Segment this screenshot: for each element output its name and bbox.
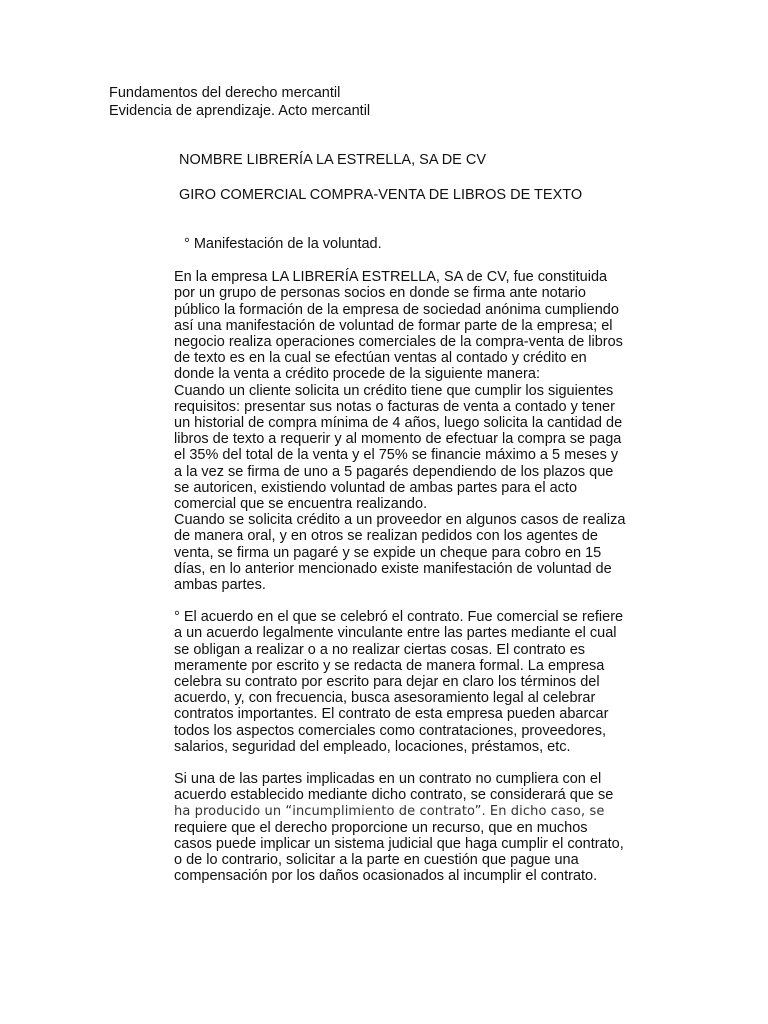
- text-line: Cuando se solicita crédito a un proveedor en algunos casos de realiza: [174, 512, 626, 529]
- text-line: ° El acuerdo en el que se celebró el contrato. Fue comercial se refiere: [174, 609, 624, 626]
- assignment-title: Evidencia de aprendizaje. Acto mercantil: [109, 103, 371, 119]
- text-line: se autoricen, existiendo voluntad de ambas partes para el acto: [174, 479, 578, 496]
- company-name: NOMBRE LIBRERÍA LA ESTRELLA, SA DE CV: [179, 152, 487, 168]
- text-line: de manera oral, y en otros se realizan pedidos con los agentes de: [174, 528, 598, 545]
- text-line: se obligan a realizar o a no realizar ciertas cosas. El contrato es: [174, 641, 586, 658]
- text-line: acuerdo, y, con frecuencia, busca asesoramiento legal al celebrar: [174, 690, 596, 707]
- text-line: acuerdo establecido mediante dicho contrato, se considerará que se: [174, 787, 614, 804]
- text-line: ha producido un “incumplimiento de contrato”. En dicho caso, se: [174, 803, 605, 819]
- text-line: público la formación de la empresa de sociedad anónima cumpliendo: [174, 301, 619, 318]
- text-line: el 35% del total de la venta y el 75% se financie máximo a 5 meses y: [174, 447, 619, 464]
- text-line: negocio realiza operaciones comerciales de la compra-venta de libros: [174, 334, 623, 351]
- text-line: Cuando un cliente solicita un crédito tiene que cumplir los siguientes: [174, 382, 614, 399]
- text-line: venta, se firma un pagaré y se expide un cheque para cobro en 15: [174, 544, 602, 561]
- text-line: libros de texto a requerir y al momento de efectuar la compra se paga: [174, 431, 622, 448]
- business-line: GIRO COMERCIAL COMPRA-VENTA DE LIBROS DE TEXTO: [179, 187, 583, 203]
- text-line: todos los aspectos comerciales como contrataciones, proveedores,: [174, 722, 606, 739]
- text-line: meramente por escrito y se redacta de manera formal. La empresa: [174, 657, 605, 674]
- text-line: o de lo contrario, solicitar a la parte en cuestión que pague una: [174, 852, 579, 869]
- text-line: Si una de las partes implicadas en un contrato no cumpliera con el: [174, 771, 602, 788]
- text-line: un historial de compra mínima de 4 años, luego solicita la cantidad de: [174, 415, 623, 432]
- text-line: de texto es en la cual se efectúan ventas al contado y crédito en: [174, 350, 587, 367]
- text-line: a la vez se firma de uno a 5 pagarés dependiendo de los plazos que: [174, 463, 614, 480]
- text-line: casos puede implicar un sistema judicial que haga cumplir el contrato,: [174, 835, 624, 852]
- text-line: por un grupo de personas socios en donde se firma ante notario: [174, 285, 586, 302]
- text-line: donde la venta a crédito procede de la siguiente manera:: [174, 366, 540, 383]
- paragraph-supplier-credit: [174, 512, 669, 593]
- text-line: requisitos: presentar sus notas o facturas de venta a contado y tener: [174, 398, 615, 415]
- document-body: [174, 236, 669, 885]
- text-line: a un acuerdo legalmente vinculante entre las partes mediante el cual: [174, 625, 617, 642]
- paragraph-breach-of-contract: [174, 771, 669, 884]
- text-line: ambas partes.: [174, 577, 266, 594]
- text-line: En la empresa LA LIBRERÍA ESTRELLA, SA de CV, fue constituida: [174, 269, 608, 286]
- text-line: contratos importantes. El contrato de esta empresa pueden abarcar: [174, 706, 609, 723]
- text-line: días, en lo anterior mencionado existe manifestación de voluntad de: [174, 560, 612, 577]
- text-line: comercial que se encuentra realizando.: [174, 496, 428, 513]
- document-header: [109, 84, 370, 120]
- text-line: salarios, seguridad del empleado, locaciones, préstamos, etc.: [174, 738, 571, 755]
- text-line: compensación por los daños ocasionados al incumplir el contrato.: [174, 868, 598, 885]
- course-title: Fundamentos del derecho mercantil: [109, 85, 341, 101]
- section-heading-manifestacion: ° Manifestación de la voluntad.: [184, 236, 382, 252]
- paragraph-client-credit: [174, 383, 669, 513]
- text-line: requiere que el derecho proporcione un recurso, que en muchos: [174, 819, 588, 836]
- text-line: así una manifestación de voluntad de formar parte de la empresa; el: [174, 317, 613, 334]
- text-line: celebra su contrato por escrito para dejar en claro los términos del: [174, 674, 600, 691]
- paragraph-constitution: [174, 269, 669, 382]
- paragraph-contract-agreement: [174, 609, 669, 755]
